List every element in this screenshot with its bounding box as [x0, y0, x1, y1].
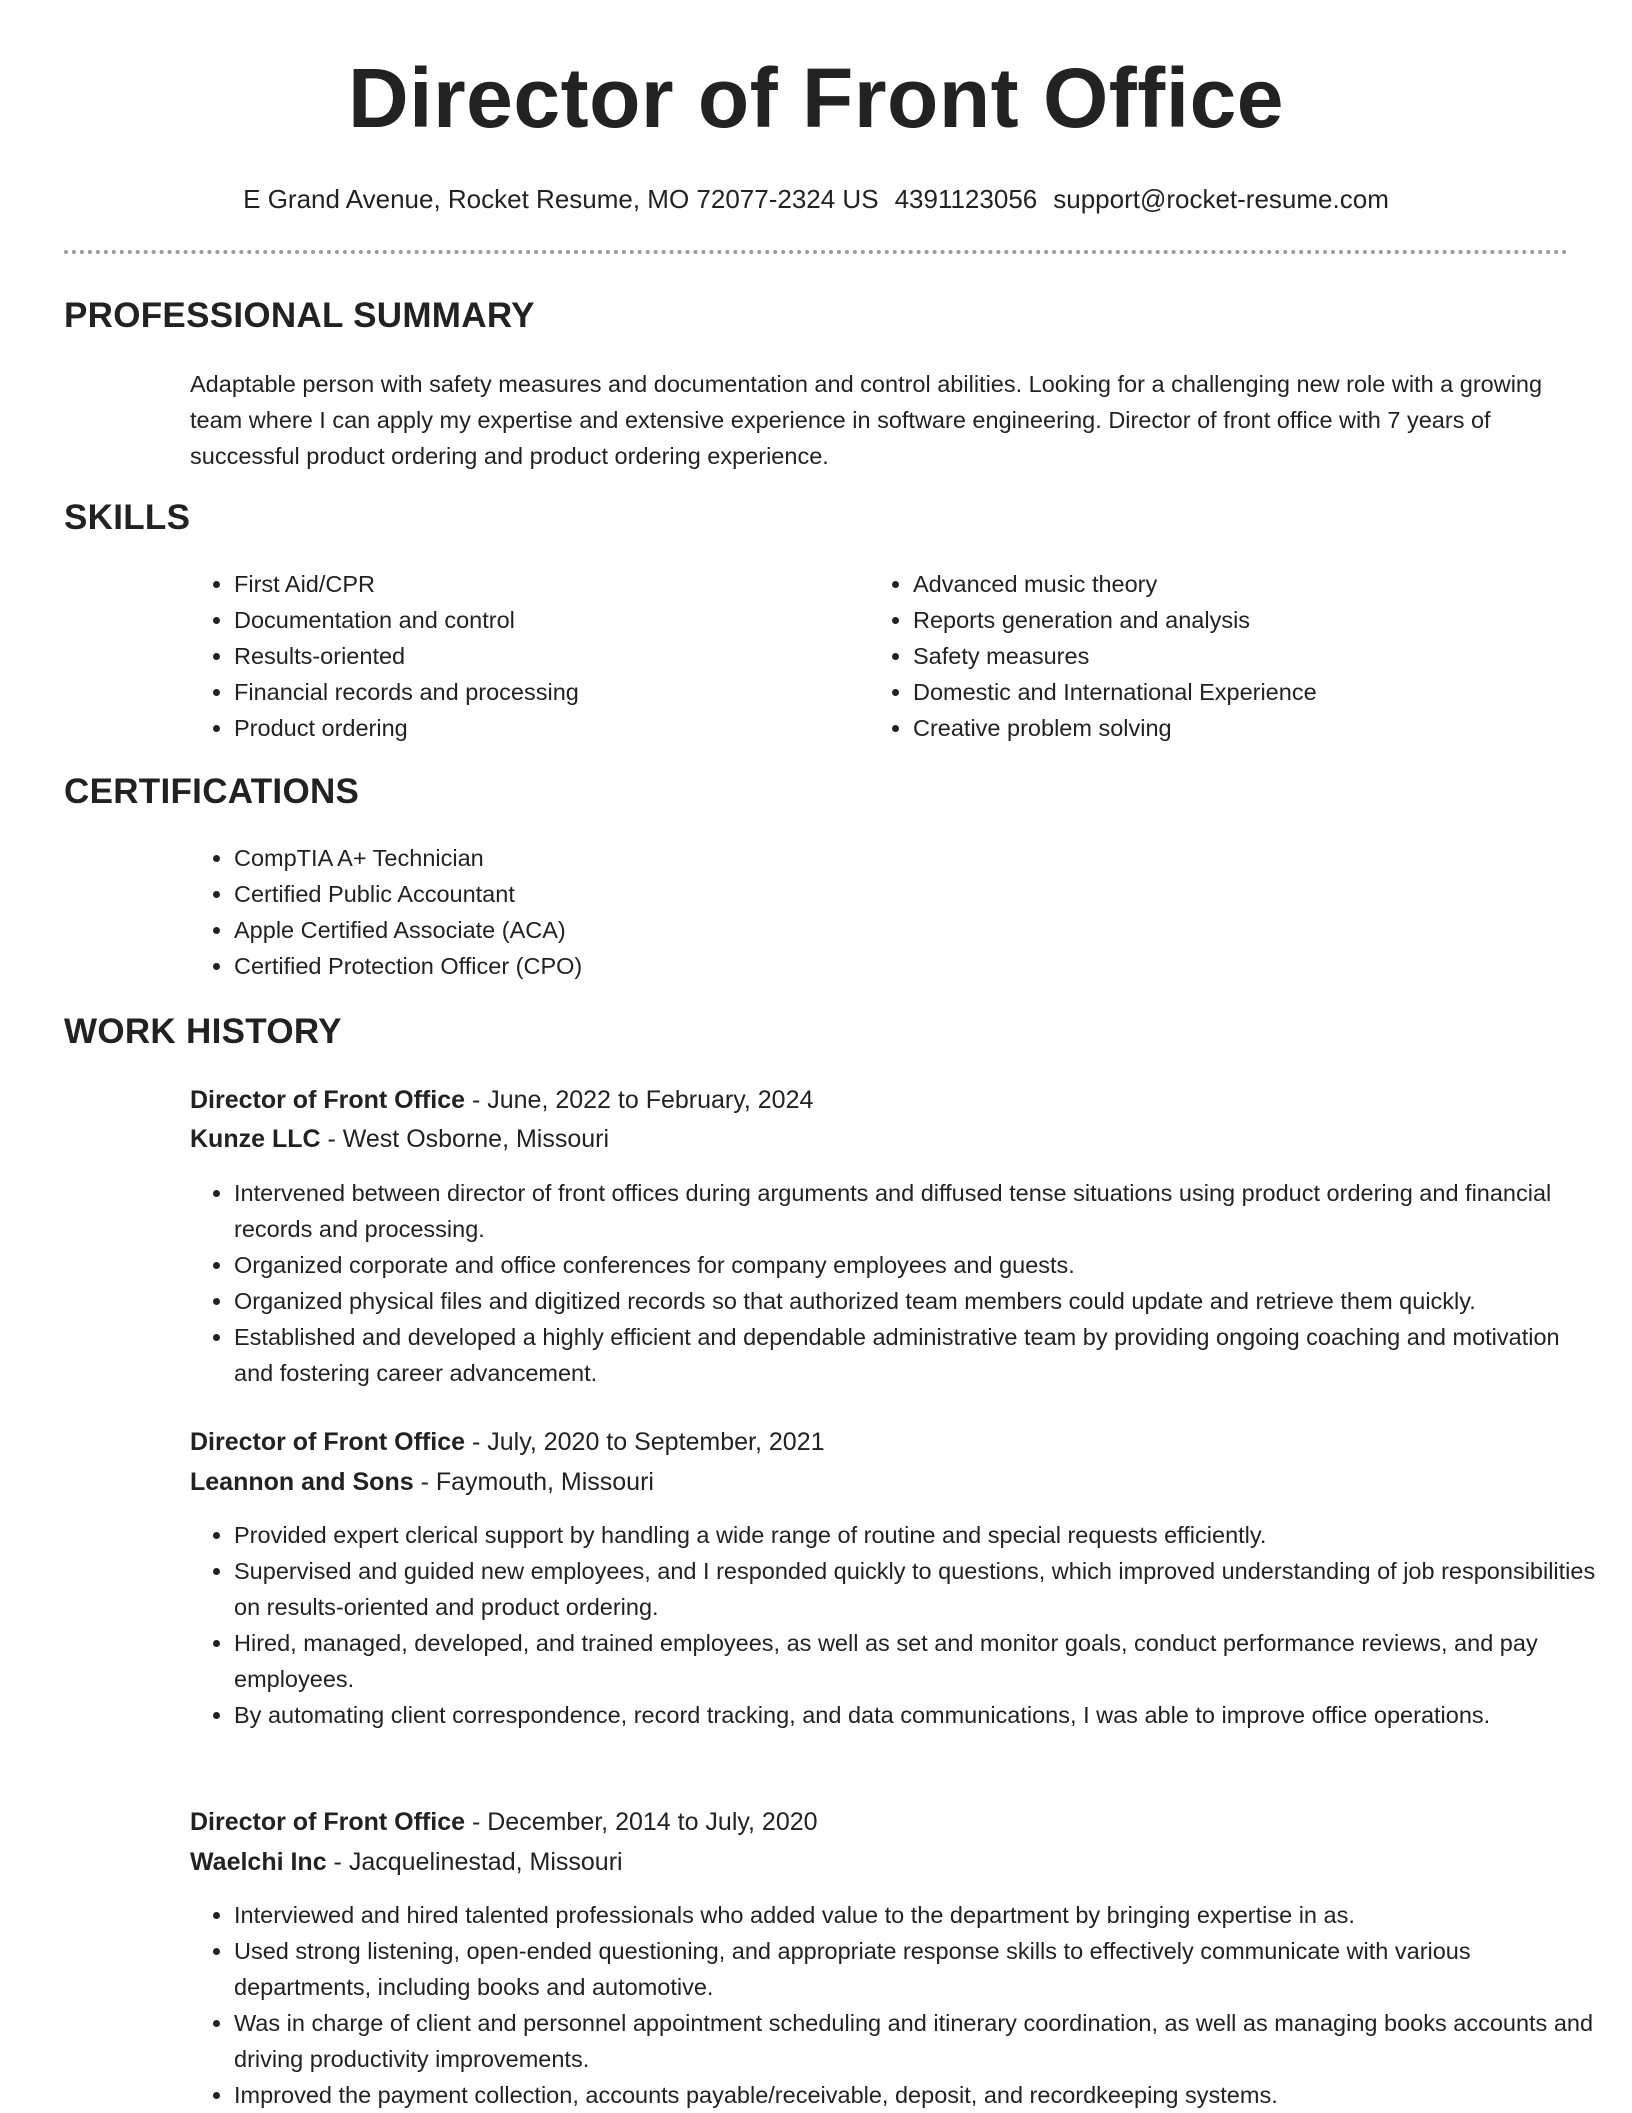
list-item: • Reports generation and analysis	[913, 602, 1593, 638]
job-dates: - July, 2020 to September, 2021	[465, 1428, 825, 1456]
list-item: • By automating client correspondence, record tracking, and data communications, I was able to improve office operations.	[234, 1697, 1604, 1733]
header-divider	[64, 250, 1568, 254]
job-title-line	[190, 1080, 1570, 1120]
job-company-line	[190, 1842, 1570, 1882]
job-bullets	[190, 1175, 1604, 1391]
list-item: • Interviewed and hired talented professionals who added value to the department by bringing expertise in as.	[234, 1897, 1604, 1933]
work-history-heading: WORK HISTORY	[64, 1012, 342, 1051]
list-item: • CompTIA A+ Technician	[234, 840, 1234, 876]
list-item: • Was in charge of client and personnel appointment scheduling and itinerary coordination, as well as managing books accounts and driving productivity improvements.	[234, 2005, 1604, 2077]
list-item: • Used strong listening, open-ended questioning, and appropriate response skills to effectively communicate with various departments, including books and automotive.	[234, 1933, 1604, 2005]
skills-heading: SKILLS	[64, 498, 191, 537]
contact-email: support@rocket-resume.com	[1053, 184, 1389, 214]
job-bullets	[190, 1897, 1604, 2113]
job-location: - Jacquelinestad, Missouri	[326, 1848, 623, 1876]
list-item: • Product ordering	[234, 710, 854, 746]
summary-heading: PROFESSIONAL SUMMARY	[64, 296, 535, 335]
list-item: • Organized physical files and digitized records so that authorized team members could update and retrieve them quickly.	[234, 1283, 1604, 1319]
list-item: • Creative problem solving	[913, 710, 1593, 746]
job-dates: - June, 2022 to February, 2024	[465, 1086, 814, 1114]
list-item: • Hired, managed, developed, and trained employees, as well as set and monitor goals, conduct performance reviews, and pay employees.	[234, 1625, 1604, 1697]
list-item: • Organized corporate and office conferences for company employees and guests.	[234, 1247, 1604, 1283]
contact-phone: 4391123056	[894, 184, 1038, 214]
list-item: • Documentation and control	[234, 602, 854, 638]
list-item: • Certified Public Accountant	[234, 876, 1234, 912]
job-bullets	[190, 1517, 1604, 1733]
list-item: • Intervened between director of front offices during arguments and diffused tense situations using product ordering and financial records and processing.	[234, 1175, 1604, 1247]
contact-line	[0, 183, 1632, 215]
job-company: Waelchi Inc	[190, 1848, 327, 1876]
job-role: Director of Front Office	[190, 1808, 466, 1836]
job-location: - Faymouth, Missouri	[413, 1468, 654, 1496]
list-item: • Supervised and guided new employees, and I responded quickly to questions, which improved understanding of job responsibilities on results-oriented and product ordering.	[234, 1553, 1604, 1625]
resume-name: Director of Front Office	[347, 51, 1285, 145]
skills-list-right	[869, 566, 1593, 746]
job-dates: - December, 2014 to July, 2020	[465, 1808, 818, 1836]
list-item: • First Aid/CPR	[234, 566, 854, 602]
job-title-line	[190, 1422, 1570, 1462]
job-company: Leannon and Sons	[190, 1468, 414, 1496]
list-item: • Financial records and processing	[234, 674, 854, 710]
list-item: • Apple Certified Associate (ACA)	[234, 912, 1234, 948]
job-location: - West Osborne, Missouri	[320, 1125, 610, 1153]
contact-address: E Grand Avenue, Rocket Resume, MO 72077-2324 US	[243, 184, 879, 214]
job-company-line	[190, 1119, 1570, 1159]
job-role: Director of Front Office	[190, 1086, 466, 1114]
job-company: Kunze LLC	[190, 1125, 321, 1153]
list-item: • Domestic and International Experience	[913, 674, 1593, 710]
job-company-line	[190, 1462, 1570, 1502]
list-item: • Advanced music theory	[913, 566, 1593, 602]
certifications-heading: CERTIFICATIONS	[64, 772, 360, 811]
summary-text: Adaptable person with safety measures and documentation and control abilities. Looking for a challenging new role with a growing team where I can apply my expertise and extensive experience in software engineering. Director of front office with 7 years of successful product ordering and product ordering experience.	[190, 371, 1543, 469]
job-role: Director of Front Office	[190, 1428, 466, 1456]
list-item: • Results-oriented	[234, 638, 854, 674]
list-item: • Safety measures	[913, 638, 1593, 674]
list-item: • Improved the payment collection, accounts payable/receivable, deposit, and recordkeeping systems.	[234, 2077, 1604, 2113]
list-item: • Established and developed a highly efficient and dependable administrative team by providing ongoing coaching and motivation and fostering career advancement.	[234, 1319, 1604, 1391]
list-item: • Provided expert clerical support by handling a wide range of routine and special requests efficiently.	[234, 1517, 1604, 1553]
list-item: • Certified Protection Officer (CPO)	[234, 948, 1234, 984]
skills-list-left	[190, 566, 854, 746]
job-title-line	[190, 1802, 1570, 1842]
certifications-list	[190, 840, 1234, 984]
